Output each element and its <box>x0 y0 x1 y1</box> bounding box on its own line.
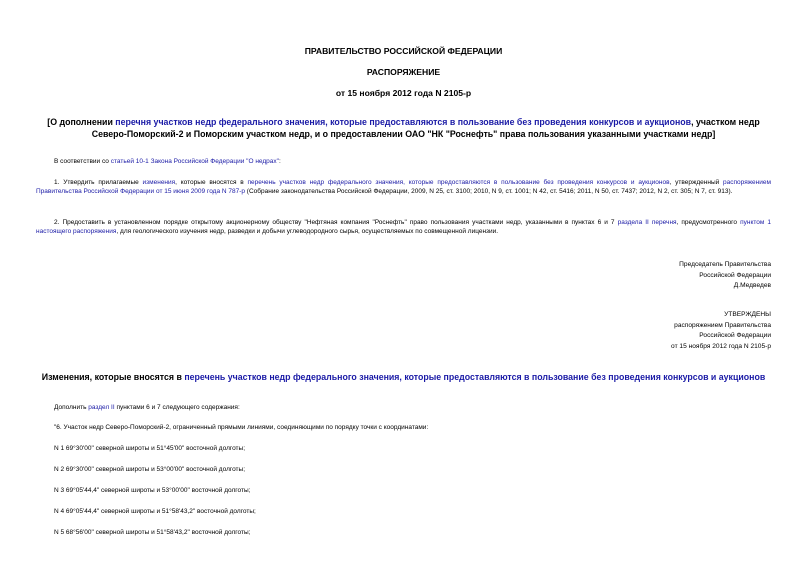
coordinate-point: N 3 69°05'44,4" северной широты и 53°00'00" восточной долготы; <box>54 487 251 494</box>
supplement-line <box>54 404 240 411</box>
coordinate-point: N 1 69°30'00" северной широты и 51°45'00" восточной долготы; <box>54 445 246 452</box>
signature-block <box>679 260 771 292</box>
approval-heading: УТВЕРЖДЕНЫ <box>724 311 771 318</box>
intro-link-law[interactable]: статьей 10-1 Закона Российской Федерации "О недрах" <box>110 158 279 165</box>
item1-text-2: , которые вносятся в <box>175 179 248 186</box>
supplement-link-section[interactable]: раздел II <box>88 404 115 411</box>
intro-text-1: В соответствии со <box>54 158 111 165</box>
signature-name: Д.Медведев <box>733 282 771 289</box>
item1-link-order[interactable]: распоряжением Правительства Российской Федерации от 15 июня 2009 года N 787-р <box>36 179 771 195</box>
document-type-heading: РАСПОРЯЖЕНИЕ <box>366 67 441 77</box>
title-text-1: [О дополнении <box>47 117 116 127</box>
item2-text-2: , предусмотренного <box>676 219 741 226</box>
government-heading: ПРАВИТЕЛЬСТВО РОССИЙСКОЙ ФЕДЕРАЦИИ <box>304 46 503 56</box>
title-text-2: , участком недр Северо-Поморский-2 и Поморским участком недр, и о предоставлении ОАО "НК "Роснефть" права пользования указанными участками недр] <box>91 117 760 139</box>
item1-text-4: (Собрание законодательства Российской Федерации, 2009, N 25, ст. 3100; 2010, N 9, ст. 1001; N 42, ст. 5416; 2011, N 50, ст. 7437; 2012, N 2, ст. 305; N 7, ст. 913). <box>245 188 733 195</box>
item2-link-point[interactable]: пунктом 1 настоящего распоряжения <box>36 219 772 235</box>
item1-link-list[interactable]: перечень участков недр федерального значения, которые предоставляются в пользование без проведения конкурсов и аукционов <box>247 179 670 186</box>
item-2-paragraph <box>36 218 771 236</box>
date-number-heading: от 15 ноября 2012 года N 2105-р <box>335 88 472 98</box>
item1-text-3: , утвержденный <box>669 179 724 186</box>
title-link-list[interactable]: перечня участков недр федерального значения, которые предоставляются в пользование без проведения конкурсов и аукционов <box>115 117 692 127</box>
section-title-link[interactable]: перечень участков недр федерального значения, которые предоставляются в пользование без проведения конкурсов и аукционов <box>184 372 766 382</box>
item2-link-section[interactable]: раздела II перечня <box>617 219 677 226</box>
supplement-text-1: Дополнить <box>54 404 89 411</box>
item2-text-1: 2. Предоставить в установленном порядке открытому акционерному обществу "Нефтяная компания "Роснефть" право пользования участками недр, указанными в пунктах 6 и 7 <box>54 219 618 226</box>
section-title-text: Изменения, которые вносятся в <box>41 372 185 382</box>
approval-block <box>671 310 771 352</box>
supplement-text-2: пунктами 6 и 7 следующего содержания: <box>114 404 240 411</box>
intro-text-2: : <box>278 158 281 165</box>
coordinate-point: N 4 69°05'44,4" северной широты и 51°58'43,2" восточной долготы; <box>54 508 256 515</box>
coordinate-point: N 5 68°56'00" северной широты и 51°58'43,2" восточной долготы; <box>54 529 251 536</box>
item-6-line: "6. Участок недр Северо-Поморский-2, ограниченный прямыми линиями, соединяющими по порядку точки с координатами: <box>54 424 429 431</box>
approval-line-3: Российской Федерации <box>699 332 771 339</box>
approval-line-2: распоряжением Правительства <box>674 321 771 329</box>
item1-link-changes[interactable]: изменения <box>142 179 176 186</box>
item1-text-1: 1. Утвердить прилагаемые <box>54 179 143 186</box>
section-title <box>36 372 771 382</box>
intro-paragraph <box>36 157 771 166</box>
item-1-paragraph <box>36 178 771 196</box>
coordinate-point: N 2 69°30'00" северной широты и 53°00'00" восточной долготы; <box>54 466 246 473</box>
item2-text-3: , для геологического изучения недр, разведки и добычи углеводородного сырья, осуществляемых по совмещенной лицензии. <box>116 228 499 235</box>
document-title <box>36 116 771 140</box>
signature-position: Председатель Правительства <box>679 261 771 268</box>
signature-country: Российской Федерации <box>699 271 771 279</box>
approval-date: от 15 ноября 2012 года N 2105-р <box>671 342 771 350</box>
